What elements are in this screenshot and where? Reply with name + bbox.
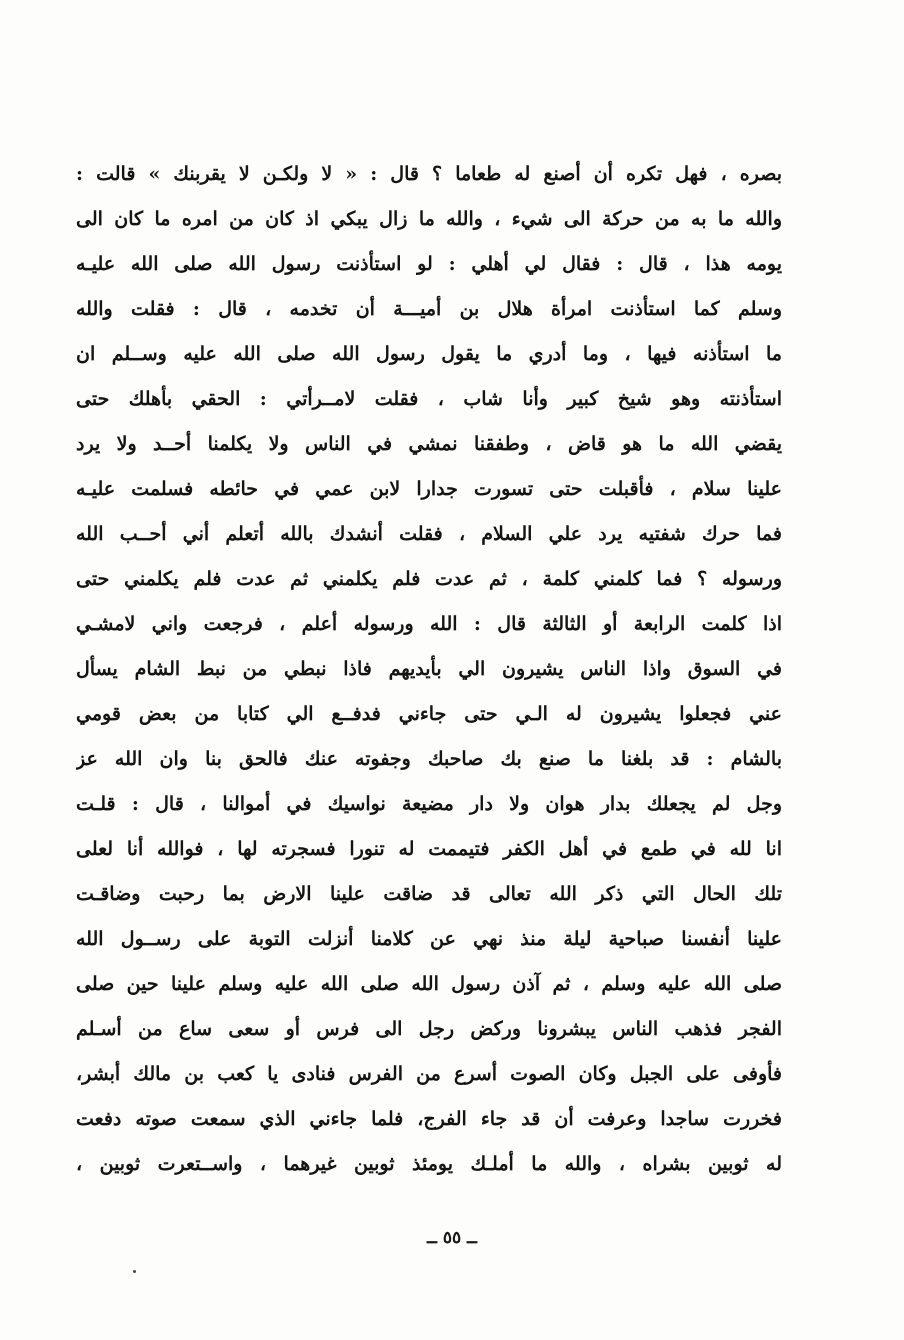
text-line: عني فجعلوا يشيرون له الـي حتى جاءني فدفــع الي كتابا من بعض قومي [76,703,782,725]
text-line: فأوفى على الجبل وكان الصوت أسرع من الفرس فنادى يا كعب بن مالك أبشر، [76,1063,782,1085]
text-line: انا لله في طمع في أهل الكفر فتيممت له تنورا فسجرته لها ، فوالله أنا لعلى [76,838,782,860]
scan-speck [133,1270,136,1273]
text-line: الفجر فذهب الناس يبشرونا وركض رجل الى فرس أو سعى ساع من أسـلم [76,1018,782,1040]
page-number: ــ ٥٥ ــ [426,1228,478,1248]
body-text [76,152,782,1187]
text-line: يقضي الله ما هو قاض ، وطفقنا نمشي في الناس ولا يكلمنا أحــد ولا يرد [76,433,782,455]
text-line: وسلم كما استأذنت امرأة هلال بن أميـــة أن تخدمه ، قال : فقلت والله [76,298,782,320]
text-line: ما استأذنه فيها ، وما أدري ما يقول رسول الله صلى الله عليه وســلم ان [76,343,782,365]
text-line: له ثوبين بشراه ، والله ما أملـك يومئذ ثوبين غيرهما ، واســتعرت ثوبين ، [76,1153,782,1175]
text-line: يومه هذا ، قال : فقال لي أهلي : لو استأذنت رسول الله صلى الله عليـه [76,253,782,275]
text-line: والله ما به من حركة الى شيء ، والله ما زال يبكي اذ كان من امره ما كان الى [76,208,782,230]
text-line: علينا سلام ، فأقبلت حتى تسورت جدارا لابن عمي في حائطه فسلمت عليـه [76,478,782,500]
text-line: في السوق واذا الناس يشيرون الي بأيديهم فاذا نبطي من نبط الشام يسأل [76,658,782,680]
text-line: بالشام : قد بلغنا ما صنع بك صاحبك وجفوته عنك فالحق بنا وان الله عز [76,748,782,770]
text-line: اذا كلمت الرابعة أو الثالثة قال : الله ورسوله أعلم ، فرجعت واني لامشـي [76,613,782,635]
text-line: فما حرك شفتيه يرد علي السلام ، فقلت أنشدك بالله أتعلم أني أحــب الله [76,523,782,545]
text-line: استأذنته وهو شيخ كبير وأنا شاب ، فقلت لامــرأتي : الحقي بأهلك حتى [76,388,782,410]
text-line: ورسوله ؟ فما كلمني كلمة ، ثم عدت فلم يكلمني ثم عدت فلم يكلمني حتى [76,568,782,590]
text-line: صلى الله عليه وسلم ، ثم آذن رسول الله صلى الله عليه وسلم علينا حين صلى [76,973,782,995]
text-line: علينا أنفسنا صباحية ليلة منذ نهي عن كلامنا أنزلت التوبة على رســول الله [76,928,782,950]
text-line: فخررت ساجدا وعرفت أن قد جاء الفرج، فلما جاءني الذي سمعت صوته دفعت [76,1108,782,1130]
text-line: تلك الحال التي ذكر الله تعالى قد ضاقت علينا الارض بما رحبت وضاقـت [76,883,782,905]
text-line: وجل لم يجعلك بدار هوان ولا دار مضيعة نواسيك في أموالنا ، قال : قلـت [76,793,782,815]
text-line: بصره ، فهل تكره أن أصنع له طعاما ؟ قال : « لا ولكـن لا يقربنك » قالت : [76,163,782,185]
